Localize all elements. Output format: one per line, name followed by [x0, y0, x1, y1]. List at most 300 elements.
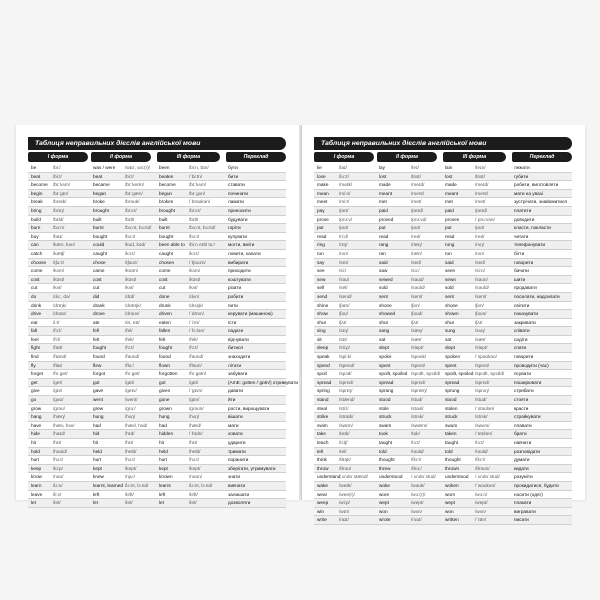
table-row	[28, 284, 286, 293]
transcription-3: /ˈrɪtn/	[475, 517, 487, 523]
transcription-2: /θɔ:t/	[411, 457, 422, 463]
transcription-2: /tʃəʊz/	[125, 259, 138, 265]
transcription-3: /sent/	[475, 293, 487, 299]
verb-form-1: stand	[317, 397, 329, 403]
table-row	[314, 439, 572, 448]
transcription-3: /kʌt/	[189, 285, 198, 291]
translation: спати	[514, 345, 527, 351]
transcription-2: /spred/	[411, 379, 426, 385]
transcription-1: /sti:l/	[339, 405, 349, 411]
verb-form-2: fought	[93, 345, 107, 351]
transcription-1: /i:t/	[53, 319, 60, 325]
verb-form-2: left	[93, 491, 100, 497]
translation: стояти	[514, 397, 529, 403]
transcription-1: /weɪk/	[339, 482, 352, 488]
verb-form-2: sprang	[379, 388, 394, 394]
translation: робити	[228, 293, 244, 299]
transcription-1: /ti:tʃ/	[339, 440, 348, 445]
verb-form-3: said	[445, 259, 454, 265]
verb-form-1: eat	[31, 319, 38, 325]
translation: розповідати	[514, 448, 540, 454]
verb-form-1: build	[31, 216, 41, 222]
translation: показувати	[514, 311, 539, 317]
table-row	[314, 448, 572, 457]
verb-form-3: paid	[445, 207, 454, 213]
table-row	[28, 302, 286, 311]
verb-form-3: sung	[445, 328, 456, 334]
translation: закривати	[514, 319, 536, 325]
table-row	[28, 241, 286, 250]
verb-form-3: built	[159, 216, 168, 222]
transcription-2: /bɔ:t/	[125, 233, 136, 239]
verb-form-3: come	[159, 268, 171, 274]
transcription-1: /fi:l/	[53, 336, 61, 342]
transcription-3: /ˈspəʊkən/	[475, 354, 497, 360]
translation: битися	[228, 345, 243, 351]
page-title: Таблиця неправильних дієслів англійської мови	[314, 137, 572, 150]
transcription-2: /gru:/	[125, 405, 136, 411]
table-row	[314, 293, 572, 302]
verb-form-3: sold	[445, 285, 454, 291]
transcription-3: /ˈi:tn/	[189, 319, 200, 325]
verb-form-1: ring	[317, 242, 325, 248]
table-row	[28, 456, 286, 465]
right-page	[301, 125, 585, 523]
transcription-1: /həʊld/	[53, 448, 68, 454]
verb-form-3: hung	[159, 414, 170, 420]
verb-form-2: built	[93, 216, 102, 222]
transcription-3: /hɪt/	[189, 440, 198, 445]
transcription-2: /wəʊk/	[411, 482, 425, 488]
transcription-3: /strʌk/	[475, 414, 488, 420]
verb-form-1: catch	[31, 250, 43, 256]
translation: вигравати	[514, 508, 536, 514]
verb-form-3: stood	[445, 397, 457, 403]
verb-form-2: spoke	[379, 354, 392, 360]
transcription-2: /sæt/	[411, 336, 422, 342]
transcription-3: /spɔɪlt, spɔɪld/	[475, 371, 505, 377]
header-form-3: III форма	[443, 152, 506, 162]
table-row	[314, 370, 572, 379]
verb-form-1: win	[317, 508, 325, 514]
table-row	[28, 310, 286, 319]
translation: навчати	[514, 440, 532, 445]
transcription-1: /hɪt/	[53, 440, 62, 445]
verb-form-2: knew	[93, 474, 104, 480]
transcription-3: /lɜ:nt, lɜ:nd/	[189, 482, 213, 488]
transcription-1: /ˌʌndəˈstænd/	[339, 474, 368, 480]
transcription-2: /nju:/	[125, 474, 136, 480]
table-row	[28, 439, 286, 448]
verb-form-1: fight	[31, 345, 40, 351]
transcription-2: /keɪm/	[125, 268, 139, 274]
transcription-3: /səʊld/	[475, 285, 489, 291]
table-row	[314, 405, 572, 414]
transcription-2: /geɪv/	[125, 388, 137, 394]
transcription-1: /kʌm/	[53, 268, 65, 274]
transcription-3: /bi:n, bɪn/	[189, 165, 209, 170]
verb-form-3: flown	[159, 362, 170, 368]
translation: рости, вирощувати	[228, 405, 270, 411]
transcription-2: /ræn/	[411, 250, 422, 256]
column-headers	[314, 152, 572, 163]
transcription-3: /grəʊn/	[189, 405, 204, 411]
verb-form-2: met	[379, 199, 387, 205]
table-row	[28, 336, 286, 345]
verb-form-3: won	[445, 508, 454, 514]
verb-form-2: showed	[379, 311, 396, 317]
verb-form-1: cost	[31, 276, 40, 282]
verb-form-2: threw	[379, 465, 391, 471]
transcription-1: /haɪd/	[53, 431, 66, 437]
transcription-3: /hɜ:t/	[189, 457, 199, 463]
transcription-3: /ˌʌndəˈstʊd/	[475, 474, 500, 480]
verb-form-2: began	[93, 190, 107, 196]
transcription-2: /dɪd/	[125, 293, 135, 299]
verb-form-3: spread	[445, 379, 460, 385]
transcription-3: /slept/	[475, 345, 488, 351]
table-row	[314, 473, 572, 482]
verb-form-1: throw	[317, 465, 329, 471]
verb-form-2: became	[93, 182, 110, 188]
verb-form-1: run	[317, 250, 324, 256]
verb-form-3: run	[445, 250, 452, 256]
transcription-3: /təʊld/	[475, 448, 488, 454]
transcription-3: /brɔ:t/	[189, 207, 201, 213]
transcription-1: /sprɪŋ/	[339, 388, 353, 394]
verb-form-3: stolen	[445, 405, 458, 411]
translation: класти, покласти	[514, 225, 551, 231]
transcription-2: /bɜ:nt, bɜ:nd/	[125, 225, 152, 231]
transcription-1: /sel/	[339, 285, 348, 291]
verb-form-3: swum	[445, 422, 458, 428]
verb-form-3: taken	[445, 431, 457, 437]
transcription-1: /sɪt/	[339, 336, 347, 342]
translation: літати	[228, 362, 242, 368]
verb-form-3: sprung	[445, 388, 460, 394]
transcription-1: /bi:/	[53, 165, 61, 170]
verb-form-1: begin	[31, 190, 43, 196]
table-row	[28, 224, 286, 233]
transcription-3: /ˈfɔ:lən/	[189, 328, 205, 334]
table-row	[314, 327, 572, 336]
verb-form-1: give	[31, 388, 40, 394]
verb-form-2: read	[379, 233, 389, 239]
transcription-1: /kʌt/	[53, 285, 62, 291]
table-row	[28, 207, 286, 216]
verb-table	[314, 164, 572, 525]
verb-form-3: forgotten	[159, 371, 178, 377]
transcription-2: /brɔ:t/	[125, 207, 137, 213]
transcription-1: /fəˈget/	[53, 371, 68, 377]
transcription-2: /bɪˈgæn/	[125, 190, 143, 196]
table-row	[314, 310, 572, 319]
transcription-3: /kɒst/	[189, 276, 201, 282]
table-row	[314, 353, 572, 362]
translation: відчувати	[228, 336, 249, 342]
transcription-3: /sprʌŋ/	[475, 388, 490, 394]
transcription-2: /hæd, həd/	[125, 422, 148, 428]
verb-form-2: broke	[93, 199, 105, 205]
translation: стрибати	[514, 388, 534, 394]
verb-form-1: swim	[317, 422, 328, 428]
verb-form-3: spoilt, spoiled	[445, 371, 474, 377]
table-row	[28, 482, 286, 491]
transcription-2: /səʊd/	[411, 276, 424, 282]
translation: знати	[228, 474, 241, 480]
table-row	[28, 259, 286, 268]
verb-form-2: hit	[93, 440, 98, 445]
translation: робити, виготовляти	[514, 182, 559, 188]
transcription-1: /teɪk/	[339, 431, 350, 437]
transcription-3: /θrəʊn/	[475, 465, 490, 471]
transcription-1: /du:, də/	[53, 293, 70, 299]
table-row	[28, 396, 286, 405]
transcription-1: /spred/	[339, 379, 354, 385]
table-row	[314, 413, 572, 422]
verb-form-2: drank	[93, 302, 105, 308]
verb-form-3: shone	[445, 302, 458, 308]
verb-form-3: thought	[445, 457, 461, 463]
transcription-3: /peɪd/	[475, 207, 488, 213]
transcription-3: /gɒt/	[189, 379, 199, 385]
translation: розуміти	[514, 474, 533, 480]
verb-form-3: lain	[445, 165, 453, 170]
transcription-1: /raɪt/	[339, 517, 349, 523]
verb-form-3: broken	[159, 199, 174, 205]
verb-form-3: burnt	[159, 225, 170, 231]
table-row	[28, 405, 286, 414]
translation: бачити	[514, 268, 529, 274]
verb-form-2: won	[379, 508, 388, 514]
transcription-3: /bɔ:t/	[189, 233, 200, 239]
verb-form-3: bought	[159, 233, 174, 239]
verb-form-1: spring	[317, 388, 330, 394]
translation: їсти	[228, 319, 237, 325]
transcription-3: /ˈteɪkən/	[475, 431, 493, 437]
verb-form-1: sleep	[317, 345, 329, 351]
table-row	[28, 164, 286, 173]
transcription-1: /sli:p/	[339, 345, 350, 351]
verb-form-1: make	[317, 182, 329, 188]
transcription-1: /draɪv/	[53, 311, 67, 317]
header-form-2: II форма	[377, 152, 437, 162]
verb-form-2: went	[93, 397, 103, 403]
transcription-1: /nəʊ/	[53, 474, 64, 480]
verb-form-1: hit	[31, 440, 36, 445]
transcription-3: /ˈtʃəʊzn/	[189, 259, 206, 265]
verb-form-2: cost	[93, 276, 102, 282]
verb-form-3: drunk	[159, 302, 171, 308]
transcription-1: /bɜ:n/	[53, 225, 65, 231]
verb-form-3: seen	[445, 268, 456, 274]
transcription-2: /spɔɪlt, spɔɪld/	[411, 371, 441, 377]
verb-form-2: caught	[93, 250, 108, 256]
transcription-1: /hæŋ/	[53, 414, 65, 420]
verb-form-3: begun	[159, 190, 173, 196]
translation: бігти	[514, 250, 525, 256]
verb-form-3: thrown	[445, 465, 460, 471]
table-row	[28, 473, 286, 482]
transcription-3: /felt/	[189, 336, 198, 342]
translation: купувати	[228, 233, 248, 239]
verb-form-1: have	[31, 422, 42, 428]
verb-form-2: flew	[93, 362, 102, 368]
table-row	[314, 173, 572, 182]
translation: коштувати	[228, 276, 251, 282]
transcription-1: /hɜ:t/	[53, 457, 63, 463]
header-form-1: I форма	[314, 152, 374, 162]
header-form-2: II форма	[91, 152, 151, 162]
verb-form-3: spoken	[445, 354, 461, 360]
transcription-2: /sed/	[411, 259, 422, 265]
translation: ламати	[228, 199, 244, 205]
translation: приходити	[228, 268, 251, 274]
transcription-1: /breɪk/	[53, 199, 67, 205]
verb-form-3: driven	[159, 311, 172, 317]
verb-form-3: caught	[159, 250, 174, 256]
verb-form-1: drink	[31, 302, 42, 308]
verb-form-2: rang	[379, 242, 389, 248]
transcription-3: /sed/	[475, 259, 486, 265]
transcription-3: /fəˈgɒtn/	[189, 371, 207, 377]
table-row	[28, 250, 286, 259]
verb-form-2: said	[379, 259, 388, 265]
transcription-3: /hʌŋ/	[189, 414, 200, 420]
transcription-1: /wi:p/	[339, 500, 350, 506]
table-row	[314, 516, 572, 525]
transcription-2: /tʊk/	[411, 431, 420, 437]
transcription-3: /səʊn/	[475, 276, 488, 282]
verb-form-3: spent	[445, 362, 457, 368]
table-row	[314, 336, 572, 345]
transcription-3: /sʌŋ/	[475, 328, 485, 334]
transcription-2: /kʌt/	[125, 285, 134, 291]
transcription-3: /spred/	[475, 379, 490, 385]
table-row	[28, 190, 286, 199]
verb-form-3: become	[159, 182, 176, 188]
transcription-2: /fəˈgɒt/	[125, 371, 140, 377]
transcription-3: /drʌŋk/	[189, 302, 204, 308]
transcription-3: /stʊd/	[475, 397, 487, 403]
table-row	[314, 250, 572, 259]
transcription-2: /slept/	[411, 345, 424, 351]
transcription-2: /pʊt/	[411, 225, 421, 231]
verb-form-2: held	[93, 448, 102, 454]
verb-form-2: stood	[379, 397, 391, 403]
table-row	[314, 344, 572, 353]
translation: думати	[514, 457, 530, 463]
verb-form-2: burnt	[93, 225, 104, 231]
transcription-3: /let/	[189, 500, 197, 506]
verb-form-1: come	[31, 268, 43, 274]
transcription-2: /left/	[125, 491, 134, 497]
verb-form-1: spoil	[317, 371, 327, 377]
translation: сидіти	[514, 336, 528, 342]
transcription-3: /bi:n eɪbl tu:/	[189, 242, 215, 248]
transcription-2: /peɪd/	[411, 207, 424, 213]
verb-form-2: put	[379, 225, 386, 231]
verb-form-2: felt	[93, 336, 100, 342]
verb-form-3: hidden	[159, 431, 174, 437]
transcription-1: /seɪ/	[339, 259, 349, 265]
transcription-1: /gɪv/	[53, 388, 63, 394]
table-row	[314, 379, 572, 388]
table-row	[314, 284, 572, 293]
verb-form-2: sat	[379, 336, 386, 342]
transcription-2: /fel/	[125, 328, 133, 334]
transcription-3: /ʃʌt/	[475, 319, 483, 325]
transcription-1: /ʃʌt/	[339, 319, 347, 325]
transcription-2: /swæm/	[411, 422, 428, 428]
transcription-2: /fɔ:t/	[125, 345, 134, 351]
translation: платити	[514, 207, 532, 213]
table-row	[314, 207, 572, 216]
transcription-3: /ment/	[475, 190, 489, 196]
transcription-3: /ʃəʊn/	[475, 311, 487, 317]
transcription-1: /sɪŋ/	[339, 328, 349, 334]
verb-form-3: learnt	[159, 482, 171, 488]
transcription-1: /get/	[53, 379, 63, 385]
transcription-2: /meɪd/	[411, 182, 425, 188]
transcription-3: /ʃɒn/	[475, 302, 484, 308]
verb-form-2: got	[93, 379, 100, 385]
verb-form-3: left	[159, 491, 166, 497]
transcription-1: /kæn, kən/	[53, 242, 75, 248]
verb-form-3: slept	[445, 345, 455, 351]
verb-form-2: came	[93, 268, 105, 274]
verb-form-1: do	[31, 293, 37, 299]
transcription-3: /red/	[475, 233, 485, 239]
table-row	[28, 379, 299, 388]
verb-form-2: had	[93, 422, 101, 428]
transcription-3: /meɪd/	[475, 182, 489, 188]
transcription-3: /ˈgɪvn/	[189, 388, 203, 394]
verb-table	[28, 164, 299, 508]
header-translation: Переклад	[226, 152, 286, 162]
left-page	[16, 125, 300, 506]
verb-form-2: fell	[93, 328, 99, 334]
verb-form-2: could	[93, 242, 105, 248]
translation: проводити (час)	[514, 362, 549, 368]
translation: кидати	[514, 465, 529, 471]
transcription-1: /gəʊ/	[53, 397, 64, 403]
transcription-1: /grəʊ/	[53, 405, 66, 411]
verb-form-1: pay	[317, 207, 325, 213]
translation: починати	[228, 190, 248, 196]
transcription-3: /ˈpru:vən/	[475, 216, 495, 222]
transcription-2: /səʊld/	[411, 285, 425, 291]
translation: ловити, хапати	[228, 250, 261, 256]
transcription-2: /kɔ:t/	[125, 250, 135, 256]
translation: говорити	[514, 354, 534, 360]
verb-form-2: made	[379, 182, 391, 188]
translation: йти	[228, 397, 236, 403]
transcription-3: /ˈwəʊkən/	[475, 482, 496, 488]
verb-form-3: let	[159, 500, 164, 506]
verb-form-1: keep	[31, 465, 42, 471]
verb-form-2: proved	[379, 216, 394, 222]
transcription-2: /gɒt/	[125, 379, 135, 385]
transcription-1: /θɪŋk/	[339, 457, 351, 463]
verb-form-3: got	[159, 379, 166, 385]
translation: вішати	[228, 414, 243, 420]
transcription-1: /spend/	[339, 362, 355, 368]
transcription-1: /pʊt/	[339, 225, 349, 231]
transcription-2: /felt/	[125, 336, 134, 342]
transcription-3: /bɪˈgʌn/	[189, 190, 205, 196]
transcription-1: /ri:d/	[339, 233, 349, 239]
